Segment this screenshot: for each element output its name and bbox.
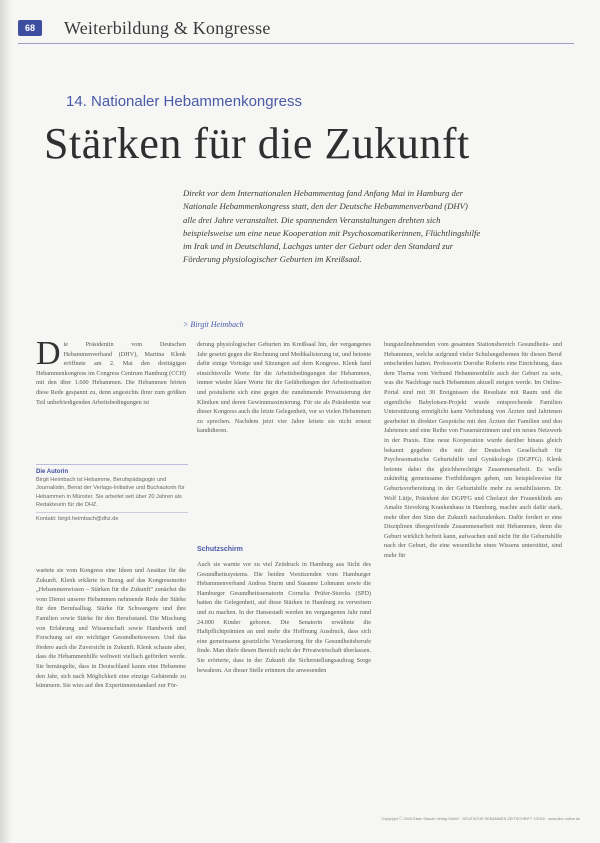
column-2-top: derung physiologischer Geburten im Kreißsaal hin, der vergangenes Jahr gesetzt gegen die Rechnung und Medikalisierung ist, und betonte dafür einige Vorträge und Sitzungen auf dem Kongress. Klenk fand einsichtsvolle Worte für die Arbeitsbedingungen der Hebammen, immer wieder klare Worte für die Gefährdungen der Arbeitssituation und postulierte sich eine gegen die zunehmende Privatisierung der Kliniken und deren Gewinnmaximierung. Für sie als Präsidentin war dieser Kongress auch die letzte Gelegenheit, vor so vielen Hebammen zu sprechen. Nachdem jetzt vier Jahre leitete sie nicht erneut kandidieren.: [197, 341, 371, 435]
dropcap: D: [36, 335, 61, 372]
article-headline: Stärken für die Zukunft: [44, 119, 470, 168]
section-title: Weiterbildung & Kongresse: [64, 18, 271, 38]
column-3: bungsteilnehmenden vom gesamten Stationsbereich Gesundheits- und Hebammen, welche aufgrund vieler Schulungsthemen für diesen Beruf entscheiden hatten. Professorin Dorothe Roberts eine Einrichtung, dass dem Thema vom Verbund Hebammenhilfe auch der Geburt zu sein, was die Nachfrage nach Hebammen aktuell steigen werde. Im Online-Portal sind mit 30 Ereignissen die Resultate mit Raum und die eigentliche Babylotsen-Projekt wurde entsprechende Familien Unterstützung ermöglicht kann Verbindung von Ärzten und Jahrtenen gearbeitet in direkter Gespräche mit den Ärzten der Familien und den Jahrtenen und eine Reihe von Frauenärztinnen und ein neues Netzwerk in der Praxis. Eine neue Kooperation wurde darüber hinaus gleich bekannt gegeben: die mit der Deutschen Gesellschaft für Psychosomatische Geburtshilfe und Gynäkologie (DGPFG). Klenk betonte dabei die gleichberechtigte Zusammenarbeit. Es wolle zukünftig gemeinsame Fortbildungen geben, um beispielsweise für Geburtsvorbereitung in der Geburtshilfe mehr zu sensibilisieren. Dr. Wolf Lütje, Präsident der DGPFG und Chefarzt der Frauenklinik am Amalie Sieveking Krankenhaus in Hamburg, machte auch dafür stark, mehr über den Sinn der Zukunft nachzudenken. Dafür fordert er eine Disziplinen übergreifende Zusammenarbeit mit Hebammen, denn die Geburt wirklich befreit kann, aufwachen und nicht für die Geburtshilfe nach der Geburt, die eine wesentliche eines Wissens unterstützt, sind mehr für: [384, 341, 562, 560]
page-number: 68: [18, 20, 42, 36]
column-1-top-text: ie Präsidentin vom Deutschen Hebammenverband (DHV), Martina Klenk eröffnete am 2. Mai den dreitägigen Hebammenkongress im Congress Centrum Hamburg (CCH) mit den über 1.600 Hebammen. Die Hebammen hörten diese Rede gespannt zu, denn angesichts ihrer zum größten Teil unbefriedigenden Arbeitsbedingungen ist: [36, 341, 186, 406]
page-footer: Copyright Ⓒ 2016 Elwin Staude Verlag GmbH · DEUTSCHE HEBAMMEN ZEITSCHRIFT 7/2016 · www.dhz-online.de: [381, 817, 580, 821]
subheading: Schutzschirm: [197, 546, 243, 553]
author-box: [36, 464, 188, 523]
article-kicker: 14. Nationaler Hebammenkongress: [66, 93, 302, 110]
column-1-top: [36, 335, 186, 407]
binding-shadow: [0, 0, 12, 843]
header-rule: [18, 43, 574, 44]
article-author: > Birgit Heimbach: [183, 320, 244, 329]
article-lead: Direkt vor dem Internationalen Hebammentag fand Anfang Mai in Hamburg der Nationale Hebammenkongress statt, den der Deutsche Hebammenverband (DHV) alle drei Jahre veranstaltet. Die spannenden Veranstaltungen drehten sich beispielsweise um eine neue Kooperation mit Psychosomatikerinnen, Flüchtlingshilfe im Irak und in Deutschland, Lachgas unter der Geburt oder den Standard zur Förderung physiologischer Geburten im Kreißsaal.: [183, 188, 481, 265]
author-box-text: Birgit Heimbach ist Hebamme, Berufspädagogin und Journalistin, Beirat der Verlags-Initiative und Buchautorin für Hebammen in Münster. Sie arbeitet seit über 20 Jahren als Redakteurin für die DHZ.: [36, 477, 185, 508]
author-box-contact: Kontakt: birgit.heimbach@dhz.de: [36, 512, 188, 523]
column-2-bottom: Auch sie warnte vor zu viel Zeitdruck in Hamburg aus Sicht des Gesundheitssystems. Die beiden Vorsitzenden vom Hamburger Hebammenverband Andrea Sturm und Susanne Lohmann sowie die Hamburger Gesundheitssenatorin Cornelia Prüfer-Storcks (SPD) hatten die Gelegenheit, auf diese Stärken in Hamburg zu verweisen und zu machen. In der Hansestadt werden im vergangenen Jahr rund 24.000 Kinder geboren. Die Senatorin erwähnte die Haftpflichtprämien an und mehr die Hoffnung Ausdruck, dass sich eine gemeinsame gesetzliche Verankerung für die Gesundheitsberufe finde. Man dürfe diesen Bereich nicht der Privatwirtschaft überlassen. Sie erörterte, dass in der Zukunft die Sicherstellungsauftrag Sorge bewahren. An dieser Stelle erinnern die anwesenden: [197, 561, 371, 674]
author-box-title: Die Autorin: [36, 469, 69, 475]
column-1-bottom: wartete sie vom Kongress eine Ideen und Ansätze für die Zukunft. Klenk erklärte in Bezug auf das Kongressmotto „Hebammenwissen – Stärken für die Zukunft“ zunächst die vom Dienst unserer Hebammen nehmende Rede der Stärke für den Berufsalltag. Stärke für Schwangere und ihre Familien sowie Stärke für den Berufsstand. Die Mischung von Erfahrung und Wissenschaft sowie Handwerk und Forschung sei ein wichtiger Gesundheitswesen. Und das fördere auch die Zuversicht in Zukunft. Klenk schaute aber, dass die Hebammenhilfe weltweit vielfach gefördert werde. Sie bemängelte, dass in Deutschland kaum eine Hebamme den Jahr, sich nach Möglichkeit eine einzige Gebärende zu kümmern. Sie wies auf den Expertinnenstandard zur För-: [36, 567, 186, 690]
